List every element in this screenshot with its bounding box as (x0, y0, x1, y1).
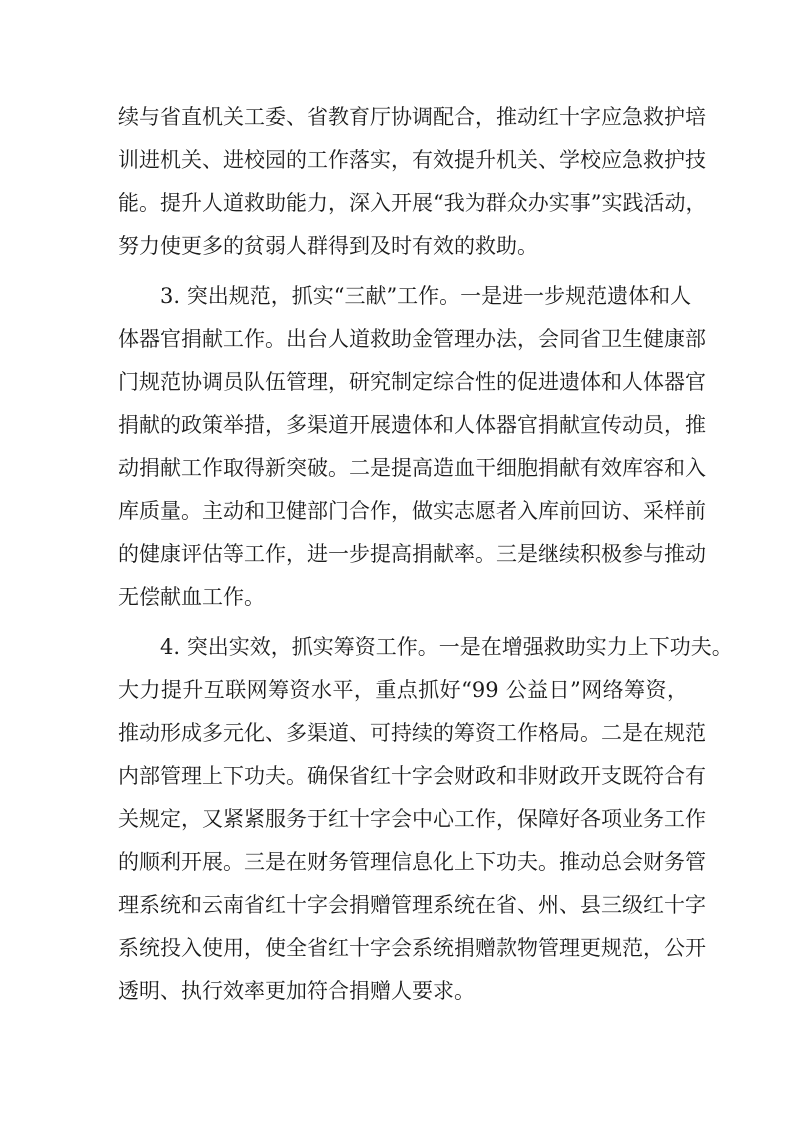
text-line: 大力提升互联网筹资水平，重点抓好“99 公益日”网络筹资， (118, 678, 688, 702)
text-line: 库质量。主动和卫健部门合作，做实志愿者入库前回访、采样前 (118, 499, 706, 523)
text-line: 的健康评估等工作，进一步提高捐献率。三是继续积极参与推动 (118, 542, 706, 566)
text-line: 系统投入使用，使全省红十字会系统捐赠款物管理更规范，公开 (118, 936, 706, 960)
section-heading-line: 3. 突出规范，抓实“三献”工作。一是进一步规范遗体和人 (160, 284, 692, 308)
text-line: 续与省直机关工委、省教育厅协调配合，推动红十字应急救护培 (118, 105, 706, 129)
text-line: 透明、执行效率更加符合捐赠人要求。 (118, 979, 475, 1003)
text-line: 训进机关、进校园的工作落实，有效提升机关、学校应急救护技 (118, 148, 706, 172)
text-line: 的顺利开展。三是在财务管理信息化上下功夫。推动总会财务管 (118, 850, 706, 874)
text-line: 努力使更多的贫弱人群得到及时有效的救助。 (118, 234, 538, 258)
text-line: 推动形成多元化、多渠道、可持续的筹资工作格局。二是在规范 (118, 721, 706, 745)
text-line: 门规范协调员队伍管理，研究制定综合性的促进遗体和人体器官 (118, 370, 706, 394)
text-line: 动捐献工作取得新突破。二是提高造血干细胞捐献有效库容和入 (118, 456, 706, 480)
text-line: 能。提升人道救助能力，深入开展“我为群众办实事”实践活动， (118, 191, 707, 215)
text-line: 内部管理上下功夫。确保省红十字会财政和非财政开支既符合有 (118, 764, 706, 788)
text-line: 捐献的政策举措，多渠道开展遗体和人体器官捐献宣传动员，推 (118, 413, 706, 437)
text-line: 体器官捐献工作。出台人道救助金管理办法，会同省卫生健康部 (118, 327, 706, 351)
text-line: 理系统和云南省红十字会捐赠管理系统在省、州、县三级红十字 (118, 893, 706, 917)
section-heading-line: 4. 突出实效，抓实筹资工作。一是在增强救助实力上下功夫。 (160, 635, 733, 659)
text-line: 无偿献血工作。 (118, 585, 265, 609)
text-line: 关规定，又紧紧服务于红十字会中心工作，保障好各项业务工作 (118, 807, 706, 831)
